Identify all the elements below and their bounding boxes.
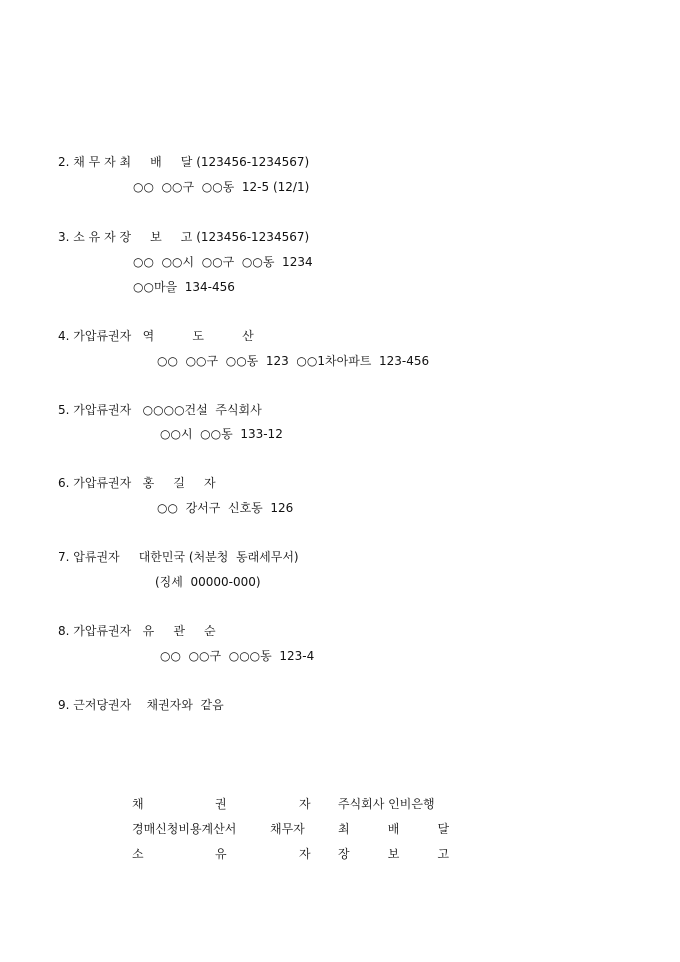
entry-9-label: 9. 근저당권자 채권자와 같음 [58, 698, 224, 712]
entry-5-label: 5. 가압류권자 ○○○○건설 주식회사 [58, 403, 262, 417]
entry-2-label: 2. 채 무 자 최 배 달 (123456-1234567) [58, 155, 310, 169]
party-3-name: 장 보 고 [338, 847, 450, 861]
entry-4-label: 4. 가압류권자 역 도 산 [58, 329, 254, 343]
entry-7-address: (징세 00000-000) [155, 575, 261, 589]
entry-2-address: ○○ ○○구 ○○동 12-5 (12/1) [133, 180, 310, 194]
party-2-name: 최 배 달 [338, 822, 450, 836]
entry-5-address: ○○시 ○○동 133-12 [160, 427, 283, 441]
entry-7-label: 7. 압류권자 대한민국 (처분청 동래세무서) [58, 550, 299, 564]
entry-8-label: 8. 가압류권자 유 관 순 [58, 624, 216, 638]
entry-6-label: 6. 가압류권자 홍 길 자 [58, 476, 216, 490]
party-3-col3: 자 [299, 847, 311, 861]
entry-6-address: ○○ 강서구 신호동 126 [157, 501, 294, 515]
party-1-col1: 채 [132, 797, 144, 811]
party-2-col1: 경매신청비용계산서 [132, 822, 237, 836]
party-3-col2: 유 [215, 847, 227, 861]
party-1-col2: 권 [215, 797, 227, 811]
party-3-col1: 소 [132, 847, 144, 861]
party-1-col3: 자 [299, 797, 311, 811]
entry-3-label: 3. 소 유 자 장 보 고 (123456-1234567) [58, 230, 310, 244]
entry-3-address-2: ○○마을 134-456 [133, 280, 235, 294]
entry-3-address: ○○ ○○시 ○○구 ○○동 1234 [133, 255, 313, 269]
entry-8-address: ○○ ○○구 ○○○동 123-4 [160, 649, 315, 663]
party-2-col3: 채무자 [270, 822, 305, 836]
entry-4-address: ○○ ○○구 ○○동 123 ○○1차아파트 123-456 [157, 354, 430, 368]
party-1-name: 주식회사 인비은행 [338, 797, 435, 811]
